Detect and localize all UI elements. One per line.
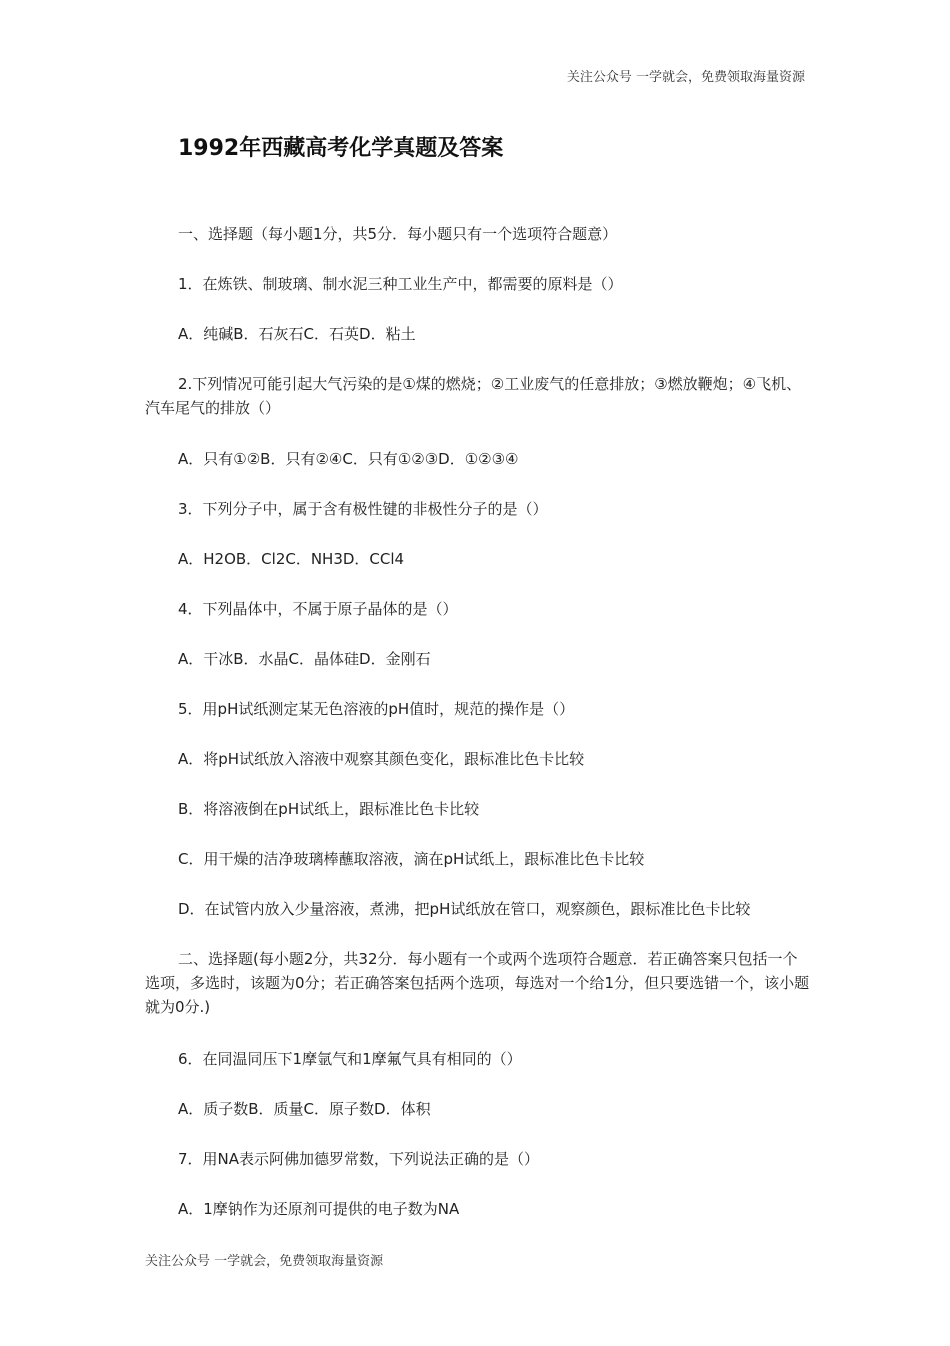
question-7: 7．用NA表示阿佛加德罗常数，下列说法正确的是（） [178,1150,540,1168]
question-6: 6．在同温同压下1摩氩气和1摩氟气具有相同的（） [178,1050,522,1068]
header-note: 关注公众号 一学就会，免费领取海量资源 [566,70,805,85]
question-5: 5．用pH试纸测定某无色溶液的pH值时，规范的操作是（） [178,700,575,718]
footer-note: 关注公众号 一学就会，免费领取海量资源 [145,1254,384,1269]
question-4-options: A．干冰B．水晶C．晶体硅D．金刚石 [178,650,431,668]
question-1: 1．在炼铁、制玻璃、制水泥三种工业生产中，都需要的原料是（） [178,275,623,293]
page-title: 1992年西藏高考化学真题及答案 [178,136,504,161]
question-2-options: A．只有①②B．只有②④C．只有①②③D．①②③④ [178,450,519,468]
question-3-options: A．H2OB．Cl2C．NH3D．CCl4 [178,550,405,568]
question-5-option-a: A．将pH试纸放入溶液中观察其颜色变化，跟标准比色卡比较 [178,750,585,768]
question-5-option-d: D．在试管内放入少量溶液，煮沸，把pH试纸放在管口，观察颜色，跟标准比色卡比较 [178,900,751,918]
section-2-heading: 二、选择题(每小题2分，共32分．每小题有一个或两个选项符合题意．若正确答案只包括一个选项，多选时，该题为0分；若正确答案包括两个选项，每选对一个给1分，但只要选错一个，该小题就为0分.) [145,950,810,1016]
section-1-heading: 一、选择题（每小题1分，共5分．每小题只有一个选项符合题意） [178,225,618,243]
question-5-option-b: B．将溶液倒在pH试纸上，跟标准比色卡比较 [178,800,480,818]
question-5-option-c: C．用干燥的洁净玻璃棒蘸取溶液，滴在pH试纸上，跟标准比色卡比较 [178,850,645,868]
question-3: 3．下列分子中，属于含有极性键的非极性分子的是（） [178,500,548,518]
question-7-option-a: A．1摩钠作为还原剂可提供的电子数为NA [178,1200,460,1218]
question-4: 4．下列晶体中，不属于原子晶体的是（） [178,600,458,618]
question-6-options: A．质子数B．质量C．原子数D．体积 [178,1100,431,1118]
question-2: 2.下列情况可能引起大气污染的是①煤的燃烧；②工业废气的任意排放；③燃放鞭炮；④飞机、汽车尾气的排放（） [145,375,802,417]
question-1-options: A．纯碱B．石灰石C．石英D．粘土 [178,325,416,343]
